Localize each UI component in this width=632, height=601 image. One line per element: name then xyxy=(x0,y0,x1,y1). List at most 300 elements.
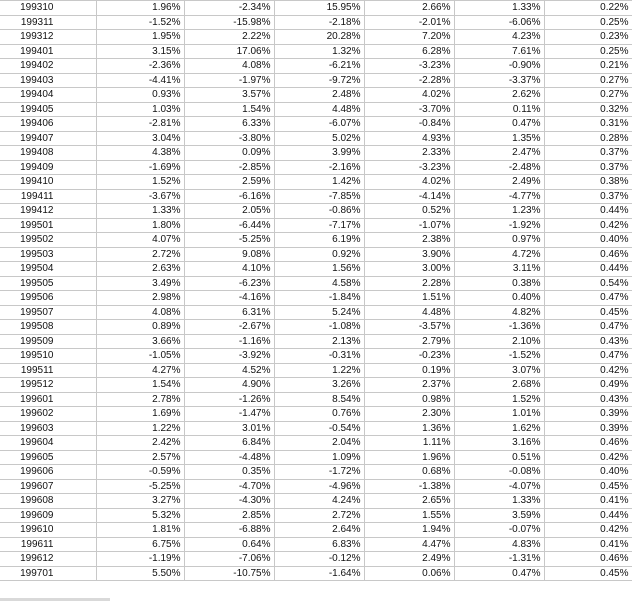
value-cell[interactable]: -1.38% xyxy=(364,479,454,494)
value-cell[interactable]: 2.85% xyxy=(184,508,274,523)
value-cell[interactable]: 1.22% xyxy=(274,363,364,378)
value-cell[interactable]: 0.41% xyxy=(544,537,632,552)
value-cell[interactable]: 5.32% xyxy=(96,508,184,523)
value-cell[interactable]: 0.39% xyxy=(544,407,632,422)
value-cell[interactable]: -7.06% xyxy=(184,552,274,567)
period-cell[interactable]: 199603 xyxy=(0,421,96,436)
value-cell[interactable]: 0.25% xyxy=(544,44,632,59)
value-cell[interactable]: 0.35% xyxy=(184,465,274,480)
value-cell[interactable]: 0.39% xyxy=(544,421,632,436)
value-cell[interactable]: 0.27% xyxy=(544,88,632,103)
value-cell[interactable]: 2.65% xyxy=(364,494,454,509)
value-cell[interactable]: 0.32% xyxy=(544,102,632,117)
value-cell[interactable]: -2.36% xyxy=(96,59,184,74)
period-cell[interactable]: 199701 xyxy=(0,566,96,581)
value-cell[interactable]: 8.54% xyxy=(274,392,364,407)
value-cell[interactable]: 6.75% xyxy=(96,537,184,552)
value-cell[interactable]: -2.28% xyxy=(364,73,454,88)
value-cell[interactable]: 3.04% xyxy=(96,131,184,146)
value-cell[interactable]: -15.98% xyxy=(184,15,274,30)
period-cell[interactable]: 199402 xyxy=(0,59,96,74)
period-cell[interactable]: 199409 xyxy=(0,160,96,175)
table-row xyxy=(0,436,632,451)
value-cell[interactable]: -2.18% xyxy=(274,15,364,30)
value-cell[interactable]: -6.44% xyxy=(184,218,274,233)
value-cell[interactable]: 0.47% xyxy=(454,566,544,581)
value-cell[interactable]: 0.64% xyxy=(184,537,274,552)
value-cell[interactable]: 0.22% xyxy=(544,1,632,16)
value-cell[interactable]: -1.84% xyxy=(274,291,364,306)
value-cell[interactable]: 4.10% xyxy=(184,262,274,277)
value-cell[interactable]: -9.72% xyxy=(274,73,364,88)
value-cell[interactable]: -4.14% xyxy=(364,189,454,204)
value-cell[interactable]: -1.05% xyxy=(96,349,184,364)
value-cell[interactable]: -3.57% xyxy=(364,320,454,335)
value-cell[interactable]: 0.43% xyxy=(544,334,632,349)
period-cell[interactable]: 199605 xyxy=(0,450,96,465)
value-cell[interactable]: 0.43% xyxy=(544,392,632,407)
value-cell[interactable]: 2.42% xyxy=(96,436,184,451)
period-cell[interactable]: 199406 xyxy=(0,117,96,132)
value-cell[interactable]: -2.67% xyxy=(184,320,274,335)
value-cell[interactable]: 4.07% xyxy=(96,233,184,248)
value-cell[interactable]: 0.11% xyxy=(454,102,544,117)
value-cell[interactable]: 0.44% xyxy=(544,262,632,277)
value-cell[interactable]: 1.96% xyxy=(96,1,184,16)
value-cell[interactable]: -3.23% xyxy=(364,59,454,74)
value-cell[interactable]: -0.07% xyxy=(454,523,544,538)
value-cell[interactable]: 2.79% xyxy=(364,334,454,349)
value-cell[interactable]: 3.15% xyxy=(96,44,184,59)
period-cell[interactable]: 199412 xyxy=(0,204,96,219)
value-cell[interactable]: 0.37% xyxy=(544,160,632,175)
value-cell[interactable]: 0.42% xyxy=(544,523,632,538)
period-cell[interactable]: 199608 xyxy=(0,494,96,509)
table-row xyxy=(0,88,632,103)
period-cell[interactable]: 199509 xyxy=(0,334,96,349)
value-cell[interactable]: -3.80% xyxy=(184,131,274,146)
value-cell[interactable]: 2.28% xyxy=(364,276,454,291)
value-cell[interactable]: 9.08% xyxy=(184,247,274,262)
value-cell[interactable]: -1.52% xyxy=(96,15,184,30)
value-cell[interactable]: 5.24% xyxy=(274,305,364,320)
value-cell[interactable]: 1.55% xyxy=(364,508,454,523)
value-cell[interactable]: 3.07% xyxy=(454,363,544,378)
period-cell[interactable]: 199401 xyxy=(0,44,96,59)
table-row xyxy=(0,247,632,262)
value-cell[interactable]: 0.44% xyxy=(544,508,632,523)
value-cell[interactable]: 0.37% xyxy=(544,146,632,161)
value-cell[interactable]: 1.52% xyxy=(96,175,184,190)
value-cell[interactable]: 5.02% xyxy=(274,131,364,146)
period-cell[interactable]: 199601 xyxy=(0,392,96,407)
value-cell[interactable]: 0.19% xyxy=(364,363,454,378)
value-cell[interactable]: 0.41% xyxy=(544,494,632,509)
value-cell[interactable]: 1.80% xyxy=(96,218,184,233)
value-cell[interactable]: -3.70% xyxy=(364,102,454,117)
value-cell[interactable]: 0.76% xyxy=(274,407,364,422)
value-cell[interactable]: 6.31% xyxy=(184,305,274,320)
period-cell[interactable]: 199411 xyxy=(0,189,96,204)
value-cell[interactable]: 0.47% xyxy=(544,349,632,364)
period-cell[interactable]: 199511 xyxy=(0,363,96,378)
value-cell[interactable]: 4.48% xyxy=(274,102,364,117)
value-cell[interactable]: 0.38% xyxy=(454,276,544,291)
value-cell[interactable]: 0.31% xyxy=(544,117,632,132)
value-cell[interactable]: -7.17% xyxy=(274,218,364,233)
value-cell[interactable]: -6.07% xyxy=(274,117,364,132)
value-cell[interactable]: 1.32% xyxy=(274,44,364,59)
period-cell[interactable]: 199405 xyxy=(0,102,96,117)
table-row xyxy=(0,421,632,436)
value-cell[interactable]: -0.59% xyxy=(96,465,184,480)
value-cell[interactable]: 0.45% xyxy=(544,479,632,494)
table-row xyxy=(0,479,632,494)
value-cell[interactable]: 2.72% xyxy=(96,247,184,262)
value-cell[interactable]: -1.69% xyxy=(96,160,184,175)
period-cell[interactable]: 199506 xyxy=(0,291,96,306)
value-cell[interactable]: -2.01% xyxy=(364,15,454,30)
value-cell[interactable]: 4.72% xyxy=(454,247,544,262)
value-cell[interactable]: 2.72% xyxy=(274,508,364,523)
value-cell[interactable]: -4.77% xyxy=(454,189,544,204)
value-cell[interactable]: 0.46% xyxy=(544,552,632,567)
value-cell[interactable]: -1.64% xyxy=(274,566,364,581)
value-cell[interactable]: 1.42% xyxy=(274,175,364,190)
period-cell[interactable]: 199407 xyxy=(0,131,96,146)
value-cell[interactable]: -0.90% xyxy=(454,59,544,74)
value-cell[interactable]: 2.59% xyxy=(184,175,274,190)
value-cell[interactable]: -5.25% xyxy=(184,233,274,248)
value-cell[interactable]: -1.16% xyxy=(184,334,274,349)
value-cell[interactable]: 6.19% xyxy=(274,233,364,248)
value-cell[interactable]: 0.42% xyxy=(544,450,632,465)
value-cell[interactable]: 1.01% xyxy=(454,407,544,422)
value-cell[interactable]: 2.04% xyxy=(274,436,364,451)
value-cell[interactable]: 2.66% xyxy=(364,1,454,16)
value-cell[interactable]: 1.69% xyxy=(96,407,184,422)
period-cell[interactable]: 199312 xyxy=(0,30,96,45)
value-cell[interactable]: 0.06% xyxy=(364,566,454,581)
value-cell[interactable]: 4.08% xyxy=(184,59,274,74)
period-cell[interactable]: 199508 xyxy=(0,320,96,335)
value-cell[interactable]: 0.42% xyxy=(544,363,632,378)
value-cell[interactable]: 1.56% xyxy=(274,262,364,277)
value-cell[interactable]: 4.38% xyxy=(96,146,184,161)
period-cell[interactable]: 199512 xyxy=(0,378,96,393)
value-cell[interactable]: -6.21% xyxy=(274,59,364,74)
value-cell[interactable]: 0.21% xyxy=(544,59,632,74)
value-cell[interactable]: 1.95% xyxy=(96,30,184,45)
value-cell[interactable]: 2.13% xyxy=(274,334,364,349)
value-cell[interactable]: 1.09% xyxy=(274,450,364,465)
value-cell[interactable]: -3.92% xyxy=(184,349,274,364)
value-cell[interactable]: 1.33% xyxy=(454,494,544,509)
value-cell[interactable]: -1.47% xyxy=(184,407,274,422)
value-cell[interactable]: 0.51% xyxy=(454,450,544,465)
value-cell[interactable]: 0.40% xyxy=(544,465,632,480)
value-cell[interactable]: 2.98% xyxy=(96,291,184,306)
value-cell[interactable]: -0.54% xyxy=(274,421,364,436)
value-cell[interactable]: 0.40% xyxy=(544,233,632,248)
value-cell[interactable]: -0.08% xyxy=(454,465,544,480)
value-cell[interactable]: 0.97% xyxy=(454,233,544,248)
period-cell[interactable]: 199602 xyxy=(0,407,96,422)
value-cell[interactable]: -0.86% xyxy=(274,204,364,219)
value-cell[interactable]: -4.30% xyxy=(184,494,274,509)
value-cell[interactable]: 4.82% xyxy=(454,305,544,320)
value-cell[interactable]: 2.63% xyxy=(96,262,184,277)
value-cell[interactable]: -3.67% xyxy=(96,189,184,204)
value-cell[interactable]: 6.28% xyxy=(364,44,454,59)
value-cell[interactable]: 20.28% xyxy=(274,30,364,45)
value-cell[interactable]: 3.27% xyxy=(96,494,184,509)
value-cell[interactable]: -6.06% xyxy=(454,15,544,30)
table-row xyxy=(0,204,632,219)
table-row xyxy=(0,146,632,161)
value-cell[interactable]: 0.47% xyxy=(544,291,632,306)
value-cell[interactable]: -1.92% xyxy=(454,218,544,233)
period-cell[interactable]: 199505 xyxy=(0,276,96,291)
value-cell[interactable]: 1.23% xyxy=(454,204,544,219)
table-row xyxy=(0,218,632,233)
period-cell[interactable]: 199610 xyxy=(0,523,96,538)
value-cell[interactable]: -1.72% xyxy=(274,465,364,480)
value-cell[interactable]: -6.16% xyxy=(184,189,274,204)
value-cell[interactable]: 4.27% xyxy=(96,363,184,378)
value-cell[interactable]: 2.30% xyxy=(364,407,454,422)
value-cell[interactable]: 1.96% xyxy=(364,450,454,465)
value-cell[interactable]: 2.68% xyxy=(454,378,544,393)
period-cell[interactable]: 199609 xyxy=(0,508,96,523)
value-cell[interactable]: 1.33% xyxy=(96,204,184,219)
table-body xyxy=(0,1,632,581)
value-cell[interactable]: 6.83% xyxy=(274,537,364,552)
period-cell[interactable]: 199507 xyxy=(0,305,96,320)
value-cell[interactable]: 2.57% xyxy=(96,450,184,465)
period-cell[interactable]: 199311 xyxy=(0,15,96,30)
value-cell[interactable]: -0.23% xyxy=(364,349,454,364)
value-cell[interactable]: 1.52% xyxy=(454,392,544,407)
value-cell[interactable]: -3.37% xyxy=(454,73,544,88)
table-row xyxy=(0,30,632,45)
table-row xyxy=(0,15,632,30)
value-cell[interactable]: 1.11% xyxy=(364,436,454,451)
value-cell[interactable]: -6.23% xyxy=(184,276,274,291)
value-cell[interactable]: 0.46% xyxy=(544,247,632,262)
value-cell[interactable]: 15.95% xyxy=(274,1,364,16)
value-cell[interactable]: 1.35% xyxy=(454,131,544,146)
value-cell[interactable]: 2.37% xyxy=(364,378,454,393)
value-cell[interactable]: -1.52% xyxy=(454,349,544,364)
value-cell[interactable]: 3.11% xyxy=(454,262,544,277)
value-cell[interactable]: -1.07% xyxy=(364,218,454,233)
value-cell[interactable]: -4.41% xyxy=(96,73,184,88)
value-cell[interactable]: 1.22% xyxy=(96,421,184,436)
value-cell[interactable]: 2.78% xyxy=(96,392,184,407)
value-cell[interactable]: 2.49% xyxy=(454,175,544,190)
value-cell[interactable]: 2.05% xyxy=(184,204,274,219)
value-cell[interactable]: 4.02% xyxy=(364,88,454,103)
period-cell[interactable]: 199504 xyxy=(0,262,96,277)
value-cell[interactable]: -4.48% xyxy=(184,450,274,465)
value-cell[interactable]: 0.98% xyxy=(364,392,454,407)
value-cell[interactable]: 4.47% xyxy=(364,537,454,552)
value-cell[interactable]: 0.28% xyxy=(544,131,632,146)
value-cell[interactable]: 1.33% xyxy=(454,1,544,16)
value-cell[interactable]: 4.90% xyxy=(184,378,274,393)
period-cell[interactable]: 199404 xyxy=(0,88,96,103)
value-cell[interactable]: -4.16% xyxy=(184,291,274,306)
value-cell[interactable]: -2.85% xyxy=(184,160,274,175)
table-row xyxy=(0,305,632,320)
value-cell[interactable]: -10.75% xyxy=(184,566,274,581)
value-cell[interactable]: 3.66% xyxy=(96,334,184,349)
value-cell[interactable]: -0.84% xyxy=(364,117,454,132)
value-cell[interactable]: 0.42% xyxy=(544,218,632,233)
value-cell[interactable]: 7.61% xyxy=(454,44,544,59)
value-cell[interactable]: 3.59% xyxy=(454,508,544,523)
value-cell[interactable]: -0.31% xyxy=(274,349,364,364)
period-cell[interactable]: 199408 xyxy=(0,146,96,161)
value-cell[interactable]: 1.94% xyxy=(364,523,454,538)
period-cell[interactable]: 199604 xyxy=(0,436,96,451)
period-cell[interactable]: 199501 xyxy=(0,218,96,233)
value-cell[interactable]: 0.27% xyxy=(544,73,632,88)
period-cell[interactable]: 199611 xyxy=(0,537,96,552)
value-cell[interactable]: 6.84% xyxy=(184,436,274,451)
value-cell[interactable]: 1.62% xyxy=(454,421,544,436)
value-cell[interactable]: -0.12% xyxy=(274,552,364,567)
value-cell[interactable]: 2.48% xyxy=(274,88,364,103)
value-cell[interactable]: 0.37% xyxy=(544,189,632,204)
value-cell[interactable]: 0.44% xyxy=(544,204,632,219)
table-row xyxy=(0,363,632,378)
value-cell[interactable]: 0.45% xyxy=(544,305,632,320)
value-cell[interactable]: 0.38% xyxy=(544,175,632,190)
value-cell[interactable]: 4.83% xyxy=(454,537,544,552)
value-cell[interactable]: 4.23% xyxy=(454,30,544,45)
value-cell[interactable]: 2.49% xyxy=(364,552,454,567)
value-cell[interactable]: 1.81% xyxy=(96,523,184,538)
value-cell[interactable]: 4.02% xyxy=(364,175,454,190)
value-cell[interactable]: 3.99% xyxy=(274,146,364,161)
value-cell[interactable]: 3.90% xyxy=(364,247,454,262)
value-cell[interactable]: -1.26% xyxy=(184,392,274,407)
value-cell[interactable]: -2.48% xyxy=(454,160,544,175)
value-cell[interactable]: 1.54% xyxy=(96,378,184,393)
value-cell[interactable]: -1.08% xyxy=(274,320,364,335)
value-cell[interactable]: 0.09% xyxy=(184,146,274,161)
value-cell[interactable]: 3.49% xyxy=(96,276,184,291)
period-cell[interactable]: 199612 xyxy=(0,552,96,567)
table-row xyxy=(0,407,632,422)
value-cell[interactable]: -2.34% xyxy=(184,1,274,16)
value-cell[interactable]: 2.22% xyxy=(184,30,274,45)
value-cell[interactable]: 0.25% xyxy=(544,15,632,30)
value-cell[interactable]: 6.33% xyxy=(184,117,274,132)
value-cell[interactable]: 0.89% xyxy=(96,320,184,335)
value-cell[interactable]: -3.23% xyxy=(364,160,454,175)
value-cell[interactable]: -4.07% xyxy=(454,479,544,494)
table-row xyxy=(0,73,632,88)
period-cell[interactable]: 199310 xyxy=(0,1,96,16)
table-row xyxy=(0,233,632,248)
value-cell[interactable]: 1.54% xyxy=(184,102,274,117)
table-row xyxy=(0,378,632,393)
period-cell[interactable]: 199607 xyxy=(0,479,96,494)
value-cell[interactable]: -1.31% xyxy=(454,552,544,567)
value-cell[interactable]: -5.25% xyxy=(96,479,184,494)
value-cell[interactable]: 4.48% xyxy=(364,305,454,320)
value-cell[interactable]: 0.93% xyxy=(96,88,184,103)
value-cell[interactable]: -1.19% xyxy=(96,552,184,567)
value-cell[interactable]: 2.64% xyxy=(274,523,364,538)
value-cell[interactable]: 0.46% xyxy=(544,436,632,451)
value-cell[interactable]: 2.47% xyxy=(454,146,544,161)
period-cell[interactable]: 199410 xyxy=(0,175,96,190)
value-cell[interactable]: 0.47% xyxy=(454,117,544,132)
table-row xyxy=(0,523,632,538)
value-cell[interactable]: 2.62% xyxy=(454,88,544,103)
value-cell[interactable]: 4.24% xyxy=(274,494,364,509)
value-cell[interactable]: 0.45% xyxy=(544,566,632,581)
value-cell[interactable]: -4.96% xyxy=(274,479,364,494)
period-cell[interactable]: 199510 xyxy=(0,349,96,364)
value-cell[interactable]: -1.36% xyxy=(454,320,544,335)
value-cell[interactable]: 0.40% xyxy=(454,291,544,306)
value-cell[interactable]: 0.92% xyxy=(274,247,364,262)
value-cell[interactable]: 3.00% xyxy=(364,262,454,277)
value-cell[interactable]: 7.20% xyxy=(364,30,454,45)
value-cell[interactable]: 2.38% xyxy=(364,233,454,248)
value-cell[interactable]: -1.97% xyxy=(184,73,274,88)
value-cell[interactable]: -6.88% xyxy=(184,523,274,538)
period-cell[interactable]: 199403 xyxy=(0,73,96,88)
value-cell[interactable]: 2.10% xyxy=(454,334,544,349)
value-cell[interactable]: 1.51% xyxy=(364,291,454,306)
value-cell[interactable]: 2.33% xyxy=(364,146,454,161)
value-cell[interactable]: -4.70% xyxy=(184,479,274,494)
value-cell[interactable]: 0.68% xyxy=(364,465,454,480)
value-cell[interactable]: 4.08% xyxy=(96,305,184,320)
value-cell[interactable]: 3.57% xyxy=(184,88,274,103)
value-cell[interactable]: 1.03% xyxy=(96,102,184,117)
value-cell[interactable]: 0.49% xyxy=(544,378,632,393)
value-cell[interactable]: -2.81% xyxy=(96,117,184,132)
value-cell[interactable]: 3.01% xyxy=(184,421,274,436)
period-cell[interactable]: 199606 xyxy=(0,465,96,480)
period-cell[interactable]: 199502 xyxy=(0,233,96,248)
period-cell[interactable]: 199503 xyxy=(0,247,96,262)
value-cell[interactable]: 4.93% xyxy=(364,131,454,146)
table-row xyxy=(0,189,632,204)
value-cell[interactable]: 17.06% xyxy=(184,44,274,59)
value-cell[interactable]: 0.52% xyxy=(364,204,454,219)
value-cell[interactable]: 0.54% xyxy=(544,276,632,291)
value-cell[interactable]: 4.52% xyxy=(184,363,274,378)
value-cell[interactable]: 0.47% xyxy=(544,320,632,335)
table-row xyxy=(0,537,632,552)
value-cell[interactable]: 5.50% xyxy=(96,566,184,581)
value-cell[interactable]: 3.26% xyxy=(274,378,364,393)
value-cell[interactable]: 3.16% xyxy=(454,436,544,451)
value-cell[interactable]: 0.23% xyxy=(544,30,632,45)
value-cell[interactable]: -2.16% xyxy=(274,160,364,175)
value-cell[interactable]: 1.36% xyxy=(364,421,454,436)
value-cell[interactable]: -7.85% xyxy=(274,189,364,204)
value-cell[interactable]: 4.58% xyxy=(274,276,364,291)
